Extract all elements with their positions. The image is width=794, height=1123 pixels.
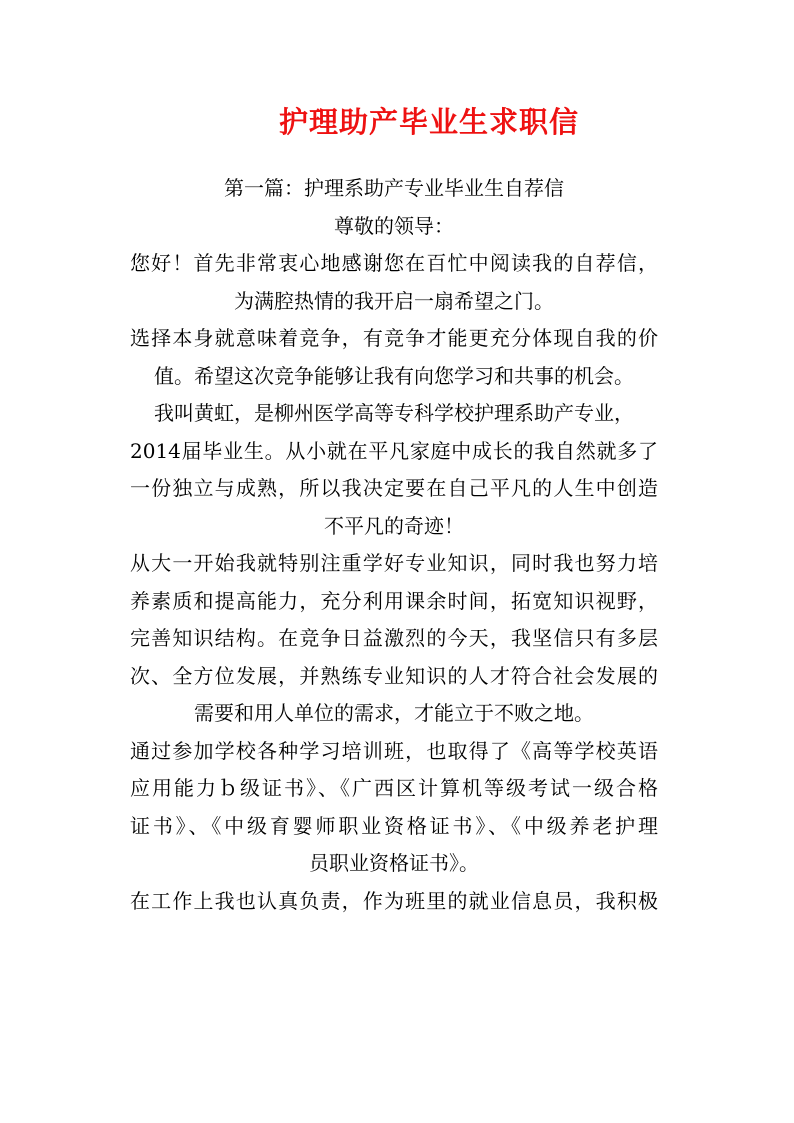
paragraph-line: 养素质和提高能力，充分利用课余时间，拓宽知识视野， bbox=[130, 588, 658, 613]
paragraph-line: 通过参加学校各种学习培训班，也取得了《高等学校英语 bbox=[130, 738, 658, 763]
paragraph-line: 证书》、《中级育婴师职业资格证书》、《中级养老护理 bbox=[130, 813, 658, 838]
paragraph-line: 一份独立与成熟，所以我决定要在自己平凡的人生中创造 bbox=[130, 476, 658, 500]
document-body bbox=[130, 170, 658, 920]
paragraph-line: 不平凡的奇迹！ bbox=[324, 513, 464, 538]
paragraph-line: 从大一开始我就特别注重学好专业知识，同时我也努力培 bbox=[130, 551, 658, 575]
paragraph-line: 选择本身就意味着竞争，有竞争才能更充分体现自我的价 bbox=[130, 326, 658, 350]
document-title: 护理助产毕业生求职信 bbox=[278, 105, 579, 139]
paragraph-line: 在工作上我也认真负责，作为班里的就业信息员，我积极 bbox=[130, 888, 658, 913]
paragraph-line: 为满腔热情的我开启一扇希望之门。 bbox=[234, 288, 554, 313]
salutation-line: 尊敬的领导： bbox=[334, 213, 454, 238]
paragraph-line: 您好！首先非常衷心地感谢您在百忙中阅读我的自荐信， bbox=[130, 251, 658, 275]
paragraph-line: 员职业资格证书》。 bbox=[309, 851, 479, 875]
paragraph-line: 完善知识结构。在竞争日益激烈的今天，我坚信只有多层 bbox=[130, 626, 658, 650]
paragraph-line: 我叫黄虹，是柳州医学高等专科学校护理系助产专业， bbox=[154, 401, 634, 425]
paragraph-line: 应用能力ｂ级证书》、《广西区计算机等级考试一级合格 bbox=[130, 776, 658, 800]
paragraph-line: 次、全方位发展，并熟练专业知识的人才符合社会发展的 bbox=[130, 663, 658, 688]
heading-line: 第一篇：护理系助产专业毕业生自荐信 bbox=[224, 176, 564, 200]
paragraph-line: 2014届毕业生。从小就在平凡家庭中成长的我自然就多了 bbox=[130, 438, 658, 463]
paragraph-line: 值。希望这次竞争能够让我有向您学习和共事的机会。 bbox=[154, 363, 634, 388]
paragraph-line: 需要和用人单位的需求，才能立于不败之地。 bbox=[194, 701, 594, 725]
